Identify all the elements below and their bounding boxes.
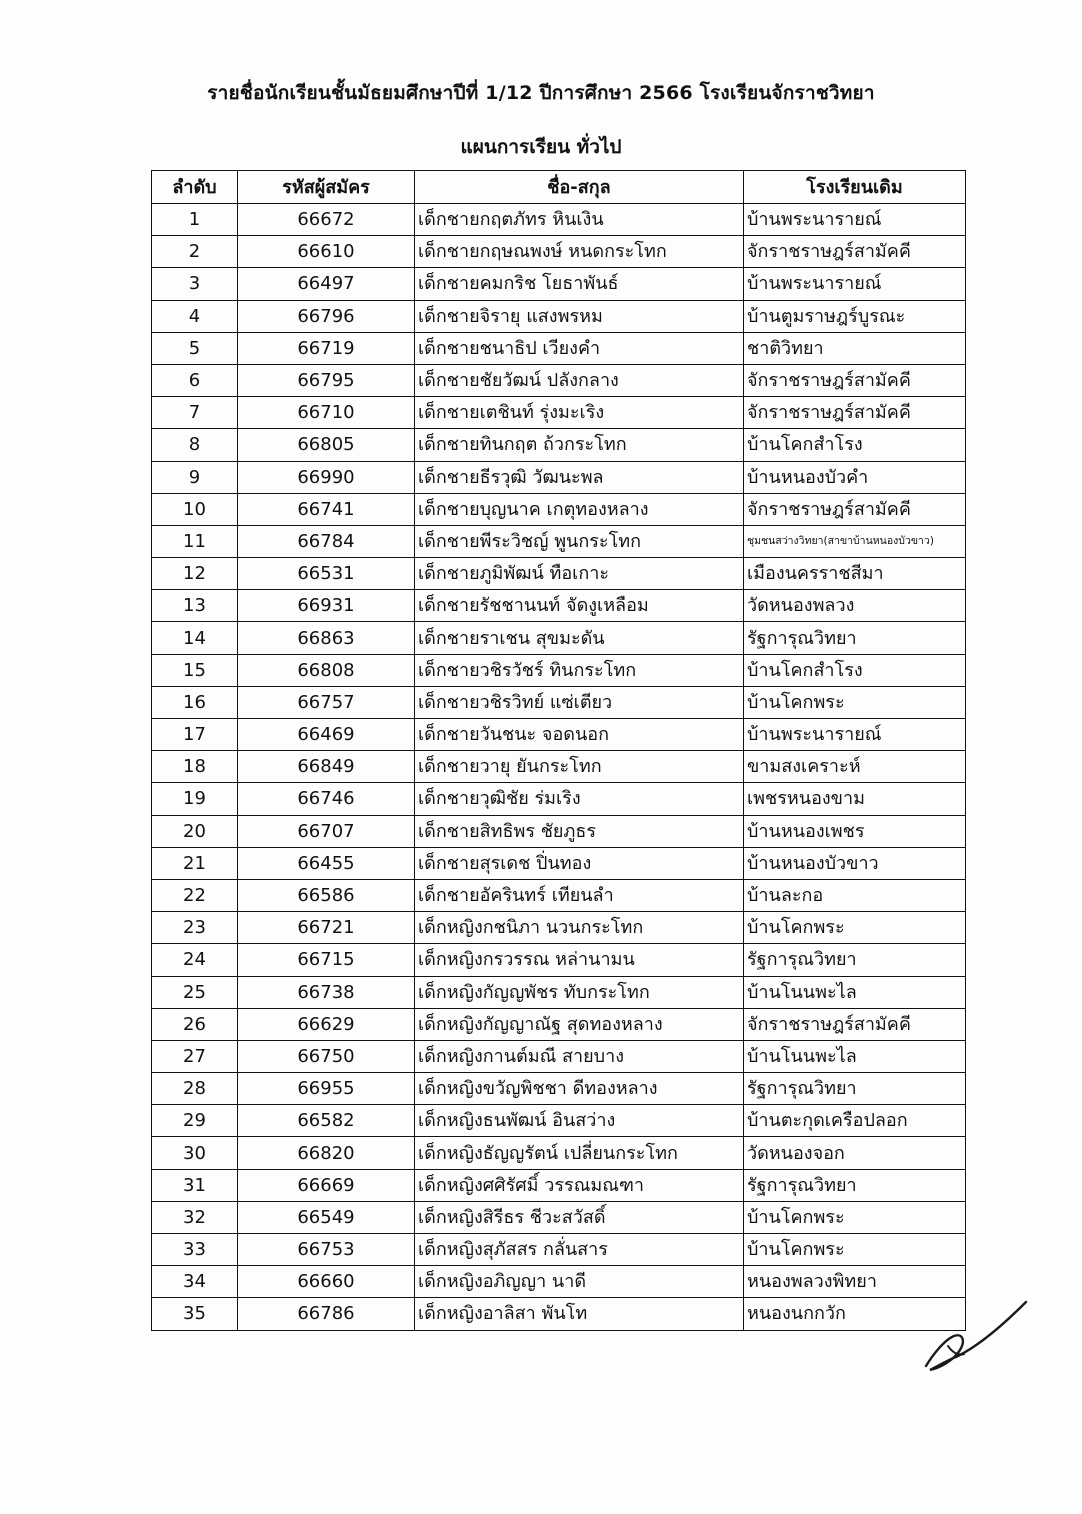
student-name-cell: เด็กหญิงกชนิภา นวนกระโทก (415, 912, 744, 944)
former-school-cell: บ้านตูมราษฎร์บูรณะ (744, 300, 966, 332)
row-number-cell: 6 (152, 364, 238, 396)
former-school-cell: จักราชราษฎร์สามัคคี (744, 1008, 966, 1040)
table-row (152, 912, 966, 944)
student-name-cell: เด็กหญิงอภิญญา นาดี (415, 1266, 744, 1298)
table-row (152, 654, 966, 686)
applicant-id-cell: 66497 (238, 268, 415, 300)
row-number-cell: 9 (152, 461, 238, 493)
row-number-cell: 4 (152, 300, 238, 332)
former-school-cell: บ้านโนนพะไล (744, 1040, 966, 1072)
table-row (152, 558, 966, 590)
table-row (152, 493, 966, 525)
student-name-cell: เด็กชายวชิรวิทย์ แซ่เตียว (415, 686, 744, 718)
student-name-cell: เด็กชายวุฒิชัย ร่มเริง (415, 783, 744, 815)
row-number-cell: 21 (152, 847, 238, 879)
header-no: ลำดับ (152, 171, 238, 204)
table-row (152, 815, 966, 847)
former-school-cell: บ้านพระนารายณ์ (744, 719, 966, 751)
table-row (152, 1201, 966, 1233)
row-number-cell: 22 (152, 879, 238, 911)
applicant-id-cell: 66746 (238, 783, 415, 815)
applicant-id-cell: 66721 (238, 912, 415, 944)
applicant-id-cell: 66805 (238, 429, 415, 461)
row-number-cell: 28 (152, 1073, 238, 1105)
former-school-cell: บ้านหนองบัวคำ (744, 461, 966, 493)
former-school-cell: บ้านโคกสำโรง (744, 654, 966, 686)
row-number-cell: 30 (152, 1137, 238, 1169)
former-school-cell: ชุมชนสว่างวิทยา(สาขาบ้านหนองบัวขาว) (744, 525, 966, 557)
table-row (152, 686, 966, 718)
student-name-cell: เด็กชายกฤตภัทร หินเงิน (415, 204, 744, 236)
row-number-cell: 3 (152, 268, 238, 300)
row-number-cell: 13 (152, 590, 238, 622)
student-name-cell: เด็กชายทินกฤต ถ้วกระโทก (415, 429, 744, 461)
former-school-cell: บ้านโคกพระ (744, 912, 966, 944)
former-school-cell: วัดหนองพลวง (744, 590, 966, 622)
former-school-cell: จักราชราษฎร์สามัคคี (744, 236, 966, 268)
student-name-cell: เด็กหญิงสุภัสสร กลั่นสาร (415, 1234, 744, 1266)
student-name-cell: เด็กชายวันชนะ จอดนอก (415, 719, 744, 751)
row-number-cell: 34 (152, 1266, 238, 1298)
row-number-cell: 18 (152, 751, 238, 783)
table-row (152, 268, 966, 300)
row-number-cell: 7 (152, 397, 238, 429)
applicant-id-cell: 66863 (238, 622, 415, 654)
applicant-id-cell: 66753 (238, 1234, 415, 1266)
row-number-cell: 8 (152, 429, 238, 461)
former-school-cell: หนองพลวงพิทยา (744, 1266, 966, 1298)
row-number-cell: 23 (152, 912, 238, 944)
table-row (152, 364, 966, 396)
student-name-cell: เด็กชายวชิรวัชร์ ทินกระโทก (415, 654, 744, 686)
student-name-cell: เด็กชายกฤษณพงษ์ หนดกระโทก (415, 236, 744, 268)
student-name-cell: เด็กหญิงสิรีธร ชีวะสวัสดิ์ (415, 1201, 744, 1233)
applicant-id-cell: 66738 (238, 976, 415, 1008)
student-name-cell: เด็กหญิงธนพัฒน์ อินสว่าง (415, 1105, 744, 1137)
student-roster-table (151, 170, 966, 1331)
applicant-id-cell: 66955 (238, 1073, 415, 1105)
student-name-cell: เด็กหญิงธัญญรัตน์ เปลี่ยนกระโทก (415, 1137, 744, 1169)
row-number-cell: 17 (152, 719, 238, 751)
row-number-cell: 24 (152, 944, 238, 976)
student-name-cell: เด็กชายบุญนาค เกตุทองหลาง (415, 493, 744, 525)
signature-image (918, 1296, 1030, 1382)
former-school-cell: รัฐการุณวิทยา (744, 1169, 966, 1201)
student-name-cell: เด็กชายธีรวุฒิ วัฒนะพล (415, 461, 744, 493)
student-name-cell: เด็กชายราเชน สุขมะดัน (415, 622, 744, 654)
table-row (152, 1137, 966, 1169)
table-row (152, 590, 966, 622)
table-row (152, 847, 966, 879)
student-name-cell: เด็กชายชนาธิป เวียงคำ (415, 332, 744, 364)
former-school-cell: ชาติวิทยา (744, 332, 966, 364)
student-name-cell: เด็กชายภูมิพัฒน์ ทือเกาะ (415, 558, 744, 590)
table-row (152, 397, 966, 429)
table-row (152, 204, 966, 236)
row-number-cell: 33 (152, 1234, 238, 1266)
table-row (152, 1008, 966, 1040)
former-school-cell: บ้านโนนพะไล (744, 976, 966, 1008)
row-number-cell: 10 (152, 493, 238, 525)
table-row (152, 1169, 966, 1201)
header-applicant-id: รหัสผู้สมัคร (238, 171, 415, 204)
table-row (152, 1234, 966, 1266)
row-number-cell: 1 (152, 204, 238, 236)
former-school-cell: บ้านโคกสำโรง (744, 429, 966, 461)
applicant-id-cell: 66469 (238, 719, 415, 751)
former-school-cell: บ้านหนองเพชร (744, 815, 966, 847)
student-name-cell: เด็กชายอัครินทร์ เทียนลำ (415, 879, 744, 911)
row-number-cell: 25 (152, 976, 238, 1008)
row-number-cell: 26 (152, 1008, 238, 1040)
row-number-cell: 16 (152, 686, 238, 718)
table-row (152, 332, 966, 364)
former-school-cell: หนองนกกวัก (744, 1298, 966, 1330)
applicant-id-cell: 66531 (238, 558, 415, 590)
applicant-id-cell: 66784 (238, 525, 415, 557)
student-name-cell: เด็กชายชัยวัฒน์ ปลังกลาง (415, 364, 744, 396)
applicant-id-cell: 66741 (238, 493, 415, 525)
applicant-id-cell: 66549 (238, 1201, 415, 1233)
row-number-cell: 29 (152, 1105, 238, 1137)
applicant-id-cell: 66808 (238, 654, 415, 686)
student-name-cell: เด็กหญิงกรวรรณ หล่านามน (415, 944, 744, 976)
applicant-id-cell: 66710 (238, 397, 415, 429)
applicant-id-cell: 66455 (238, 847, 415, 879)
student-name-cell: เด็กหญิงกัญญาณัฐ สุดทองหลาง (415, 1008, 744, 1040)
table-row (152, 525, 966, 557)
student-name-cell: เด็กหญิงศศิรัศมิ์ วรรณมณฑา (415, 1169, 744, 1201)
row-number-cell: 12 (152, 558, 238, 590)
table-row (152, 461, 966, 493)
table-row (152, 783, 966, 815)
student-name-cell: เด็กชายคมกริช โยธาพันธ์ (415, 268, 744, 300)
former-school-cell: บ้านโคกพระ (744, 1201, 966, 1233)
former-school-cell: บ้านโคกพระ (744, 1234, 966, 1266)
former-school-cell: บ้านหนองบัวขาว (744, 847, 966, 879)
student-name-cell: เด็กหญิงกานต์มณี สายบาง (415, 1040, 744, 1072)
row-number-cell: 32 (152, 1201, 238, 1233)
former-school-cell: วัดหนองจอก (744, 1137, 966, 1169)
student-name-cell: เด็กชายรัชชานนท์ จัดงูเหลือม (415, 590, 744, 622)
table-row (152, 300, 966, 332)
table-row (152, 751, 966, 783)
applicant-id-cell: 66715 (238, 944, 415, 976)
row-number-cell: 20 (152, 815, 238, 847)
student-name-cell: เด็กชายจิรายุ แสงพรหม (415, 300, 744, 332)
table-row (152, 1298, 966, 1330)
page-title: รายชื่อนักเรียนชั้นมัธยมศึกษาปีที่ 1/12 ปีการศึกษา 2566 โรงเรียนจักราชวิทยา (207, 82, 875, 104)
row-number-cell: 19 (152, 783, 238, 815)
header-former-school: โรงเรียนเดิม (744, 171, 966, 204)
applicant-id-cell: 66707 (238, 815, 415, 847)
applicant-id-cell: 66586 (238, 879, 415, 911)
student-name-cell: เด็กชายสิทธิพร ชัยภูธร (415, 815, 744, 847)
table-body (152, 204, 966, 1331)
table-row (152, 879, 966, 911)
former-school-cell: จักราชราษฎร์สามัคคี (744, 493, 966, 525)
row-number-cell: 15 (152, 654, 238, 686)
student-name-cell: เด็กหญิงอาลิสา พันโท (415, 1298, 744, 1330)
applicant-id-cell: 66629 (238, 1008, 415, 1040)
former-school-cell: เมืองนครราชสีมา (744, 558, 966, 590)
former-school-cell: รัฐการุณวิทยา (744, 1073, 966, 1105)
table-row (152, 1105, 966, 1137)
student-name-cell: เด็กชายเตชินท์ รุ่งมะเริง (415, 397, 744, 429)
table-row (152, 1040, 966, 1072)
table-row (152, 429, 966, 461)
table-row (152, 236, 966, 268)
table-row (152, 622, 966, 654)
applicant-id-cell: 66672 (238, 204, 415, 236)
former-school-cell: บ้านพระนารายณ์ (744, 204, 966, 236)
student-name-cell: เด็กชายสุรเดช ปิ่นทอง (415, 847, 744, 879)
row-number-cell: 35 (152, 1298, 238, 1330)
applicant-id-cell: 66669 (238, 1169, 415, 1201)
applicant-id-cell: 66990 (238, 461, 415, 493)
row-number-cell: 5 (152, 332, 238, 364)
table-row (152, 1073, 966, 1105)
former-school-cell: ขามสงเคราะห์ (744, 751, 966, 783)
student-name-cell: เด็กชายพีระวิชญ์ พูนกระโทก (415, 525, 744, 557)
applicant-id-cell: 66757 (238, 686, 415, 718)
applicant-id-cell: 66660 (238, 1266, 415, 1298)
row-number-cell: 2 (152, 236, 238, 268)
applicant-id-cell: 66796 (238, 300, 415, 332)
former-school-cell: บ้านละกอ (744, 879, 966, 911)
applicant-id-cell: 66719 (238, 332, 415, 364)
applicant-id-cell: 66610 (238, 236, 415, 268)
applicant-id-cell: 66582 (238, 1105, 415, 1137)
header-name: ชื่อ-สกุล (415, 171, 744, 204)
row-number-cell: 31 (152, 1169, 238, 1201)
former-school-cell: บ้านโคกพระ (744, 686, 966, 718)
applicant-id-cell: 66795 (238, 364, 415, 396)
row-number-cell: 14 (152, 622, 238, 654)
table-row (152, 976, 966, 1008)
page-subtitle: แผนการเรียน ทั่วไป (460, 136, 622, 158)
table-row (152, 1266, 966, 1298)
former-school-cell: บ้านตะกุดเครือปลอก (744, 1105, 966, 1137)
applicant-id-cell: 66820 (238, 1137, 415, 1169)
student-name-cell: เด็กชายวายุ ยันกระโทก (415, 751, 744, 783)
applicant-id-cell: 66786 (238, 1298, 415, 1330)
former-school-cell: เพชรหนองขาม (744, 783, 966, 815)
applicant-id-cell: 66931 (238, 590, 415, 622)
former-school-cell: จักราชราษฎร์สามัคคี (744, 364, 966, 396)
table-row (152, 944, 966, 976)
applicant-id-cell: 66849 (238, 751, 415, 783)
former-school-cell: รัฐการุณวิทยา (744, 622, 966, 654)
row-number-cell: 27 (152, 1040, 238, 1072)
student-name-cell: เด็กหญิงกัญญพัชร ทับกระโทก (415, 976, 744, 1008)
former-school-cell: บ้านพระนารายณ์ (744, 268, 966, 300)
table-row (152, 719, 966, 751)
student-name-cell: เด็กหญิงขวัญพิชชา ดีทองหลาง (415, 1073, 744, 1105)
table-header-row (152, 171, 966, 204)
former-school-cell: รัฐการุณวิทยา (744, 944, 966, 976)
applicant-id-cell: 66750 (238, 1040, 415, 1072)
former-school-cell: จักราชราษฎร์สามัคคี (744, 397, 966, 429)
row-number-cell: 11 (152, 525, 238, 557)
